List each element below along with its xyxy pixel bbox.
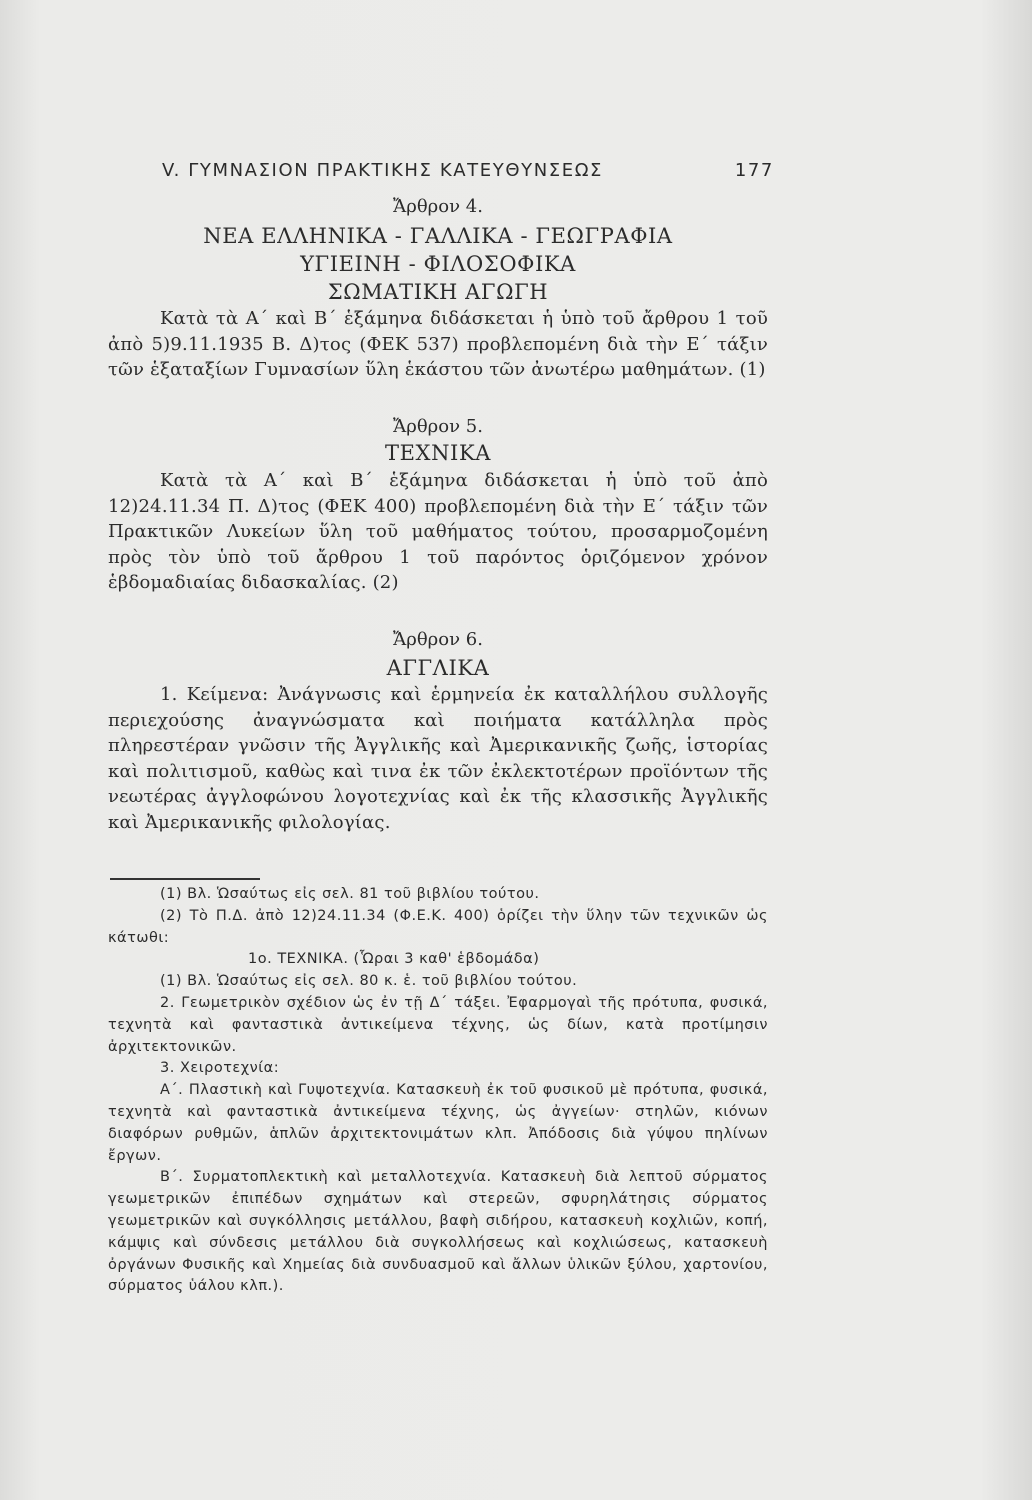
article-5-heading: ΤΕΧΝΙΚΑ — [384, 441, 491, 465]
footnote-1: (1) Βλ. Ὡσαύτως εἰς σελ. 81 τοῦ βιβλίου τούτου. — [160, 886, 540, 902]
article-5-text — [108, 468, 768, 596]
article-4-heading-line-2: ΥΓΙΕΙΝΗ - ΦΙΛΟΣΟΦΙΚΑ — [300, 252, 576, 276]
article-4-label: Ἄρθρον 4. — [393, 196, 483, 217]
footnote-item-b: Β΄. Συρματοπλεκτικὴ καὶ μεταλλοτεχνία. Κατασκευὴ διὰ λεπτοῦ σύρματος γεωμετρικῶν ἐπιπέδων σχημάτων καὶ στερεῶν, σφυρηλάτησις σύρματος γεωμετρικῶν καὶ συγκόλλησις μετάλλου, βαφὴ σιδήρου, κατασκευὴ κοχλιῶν, κοπή, κάμψις καὶ σύνδεσις μετάλλου διὰ συγκολλήσεως καὶ κοχλιώσεως, κατασκευὴ ὀργάνων Φυσικῆς καὶ Χημείας διὰ συνδυασμοῦ καὶ ἄλλων ὑλικῶν ξύλου, χαρτονίου, σύρματος ὑάλου κλπ.). — [108, 1169, 768, 1295]
footnotes — [108, 884, 768, 1298]
article-6-paragraph: 1. Κείμενα: Ἀνάγνωσις καὶ ἑρμηνεία ἐκ καταλλήλου συλλογῆς περιεχούσης ἀναγνώσματα καὶ ποιήματα κατάλληλα πρὸς πληρεστέραν γνῶσιν τῆς Ἀγγλικῆς καὶ Ἀμερικανικῆς ζωῆς, ἱστορίας καὶ πολιτισμοῦ, καθὼς καὶ τινα ἐκ τῶν ἐκλεκτοτέρων προϊόντων τῆς νεωτέρας ἀγγλοφώνου λογοτεχνίας καὶ ἐκ τῆς κλασσικῆς Ἀγγλικῆς καὶ Ἀμερικανικῆς φιλολογίας. — [108, 684, 768, 833]
footnote-2-reference: (1) Βλ. Ὡσαύτως εἰς σελ. 80 κ. ἑ. τοῦ βιβλίου τούτου. — [160, 973, 578, 990]
article-6-heading: ΑΓΓΛΙΚΑ — [386, 656, 490, 680]
article-4-heading-line-3: ΣΩΜΑΤΙΚΗ ΑΓΩΓΗ — [327, 280, 549, 304]
footnote-item-3: 3. Χειροτεχνία: — [160, 1060, 280, 1077]
footnote-rule — [110, 878, 260, 880]
footnote-item-2: 2. Γεωμετρικὸν σχέδιον ὡς ἐν τῇ Δ΄ τάξει. Ἐφαρμογαὶ τῆς πρότυπα, φυσικά, τεχνητὰ καὶ φανταστικὰ ἀντικείμενα τέχνης, ὡς δίων, κατὰ προτίμησιν ἀρχιτεκτονικῶν. — [108, 994, 768, 1055]
article-5-label: Ἄρθρον 5. — [393, 416, 483, 437]
footnote-2-line: 1ο. ΤΕΧΝΙΚΑ. (Ὧραι 3 καθ' ἑβδομάδα) — [248, 951, 540, 968]
article-5-paragraph: Κατὰ τὰ Α΄ καὶ Β΄ ἑξάμηνα διδάσκεται ἡ ὑπὸ τοῦ ἀπὸ 12)24.11.34 Π. Δ)τος (ΦΕΚ 400) προβλεπομένη διὰ τὴν Ε΄ τάξιν τῶν Πρακτικῶν Λυκείων ὕλη τοῦ μαθήματος τούτου, προσαρμοζομένη πρὸς τὸν ὑπὸ τοῦ ἄρθρου 1 τοῦ παρόντος ὁριζόμενον χρόνον ἑβδομαδιαίας διδασκαλίας. (2) — [108, 470, 768, 594]
page-number: 177 — [734, 160, 774, 181]
article-6-text — [108, 682, 768, 836]
article-4-paragraph: Κατὰ τὰ Α΄ καὶ Β΄ ἑξάμηνα διδάσκεται ἡ ὑπὸ τοῦ ἄρθρου 1 τοῦ ἀπὸ 5)9.11.1935 Β. Δ)τος (ΦΕΚ 537) προβλεπομένη διὰ τὴν Ε΄ τάξιν τῶν ἑξαταξίων Γυμνασίων ὕλη ἑκάστου τῶν ἀνωτέρω μαθημάτων. (1) — [108, 308, 768, 381]
article-4-heading-line-1: ΝΕΑ ΕΛΛΗΝΙΚΑ - ΓΑΛΛΙΚΑ - ΓΕΩΓΡΑΦΙΑ — [203, 224, 673, 248]
footnote-2: (2) Τὸ Π.Δ. ἀπὸ 12)24.11.34 (Φ.Ε.Κ. 400) ὁρίζει τὴν ὕλην τῶν τεχνικῶν ὡς κάτωθι: — [108, 907, 768, 946]
article-4-text — [108, 306, 768, 383]
header-title: V. ΓΥΜΝΑΣΙΟΝ ΠΡΑΚΤΙΚΗΣ ΚΑΤΕΥΘΥΝΣΕΩΣ — [162, 160, 604, 181]
footnote-item-a: Α΄. Πλαστικὴ καὶ Γυψοτεχνία. Κατασκευὴ ἐκ τοῦ φυσικοῦ μὲ πρότυπα, φυσικά, τεχνητὰ καὶ φανταστικὰ ἀντικείμενα τέχνης, ὡς ἀγγείων· στηλῶν, κιόνων διαφόρων ρυθμῶν, ἁπλῶν ἀρχιτεκτονιμάτων κλπ. Ἀπόδοσις διὰ γύψου πηλίνων ἔργων. — [108, 1082, 768, 1164]
running-header — [162, 160, 774, 186]
article-6-label: Ἄρθρον 6. — [393, 629, 483, 650]
